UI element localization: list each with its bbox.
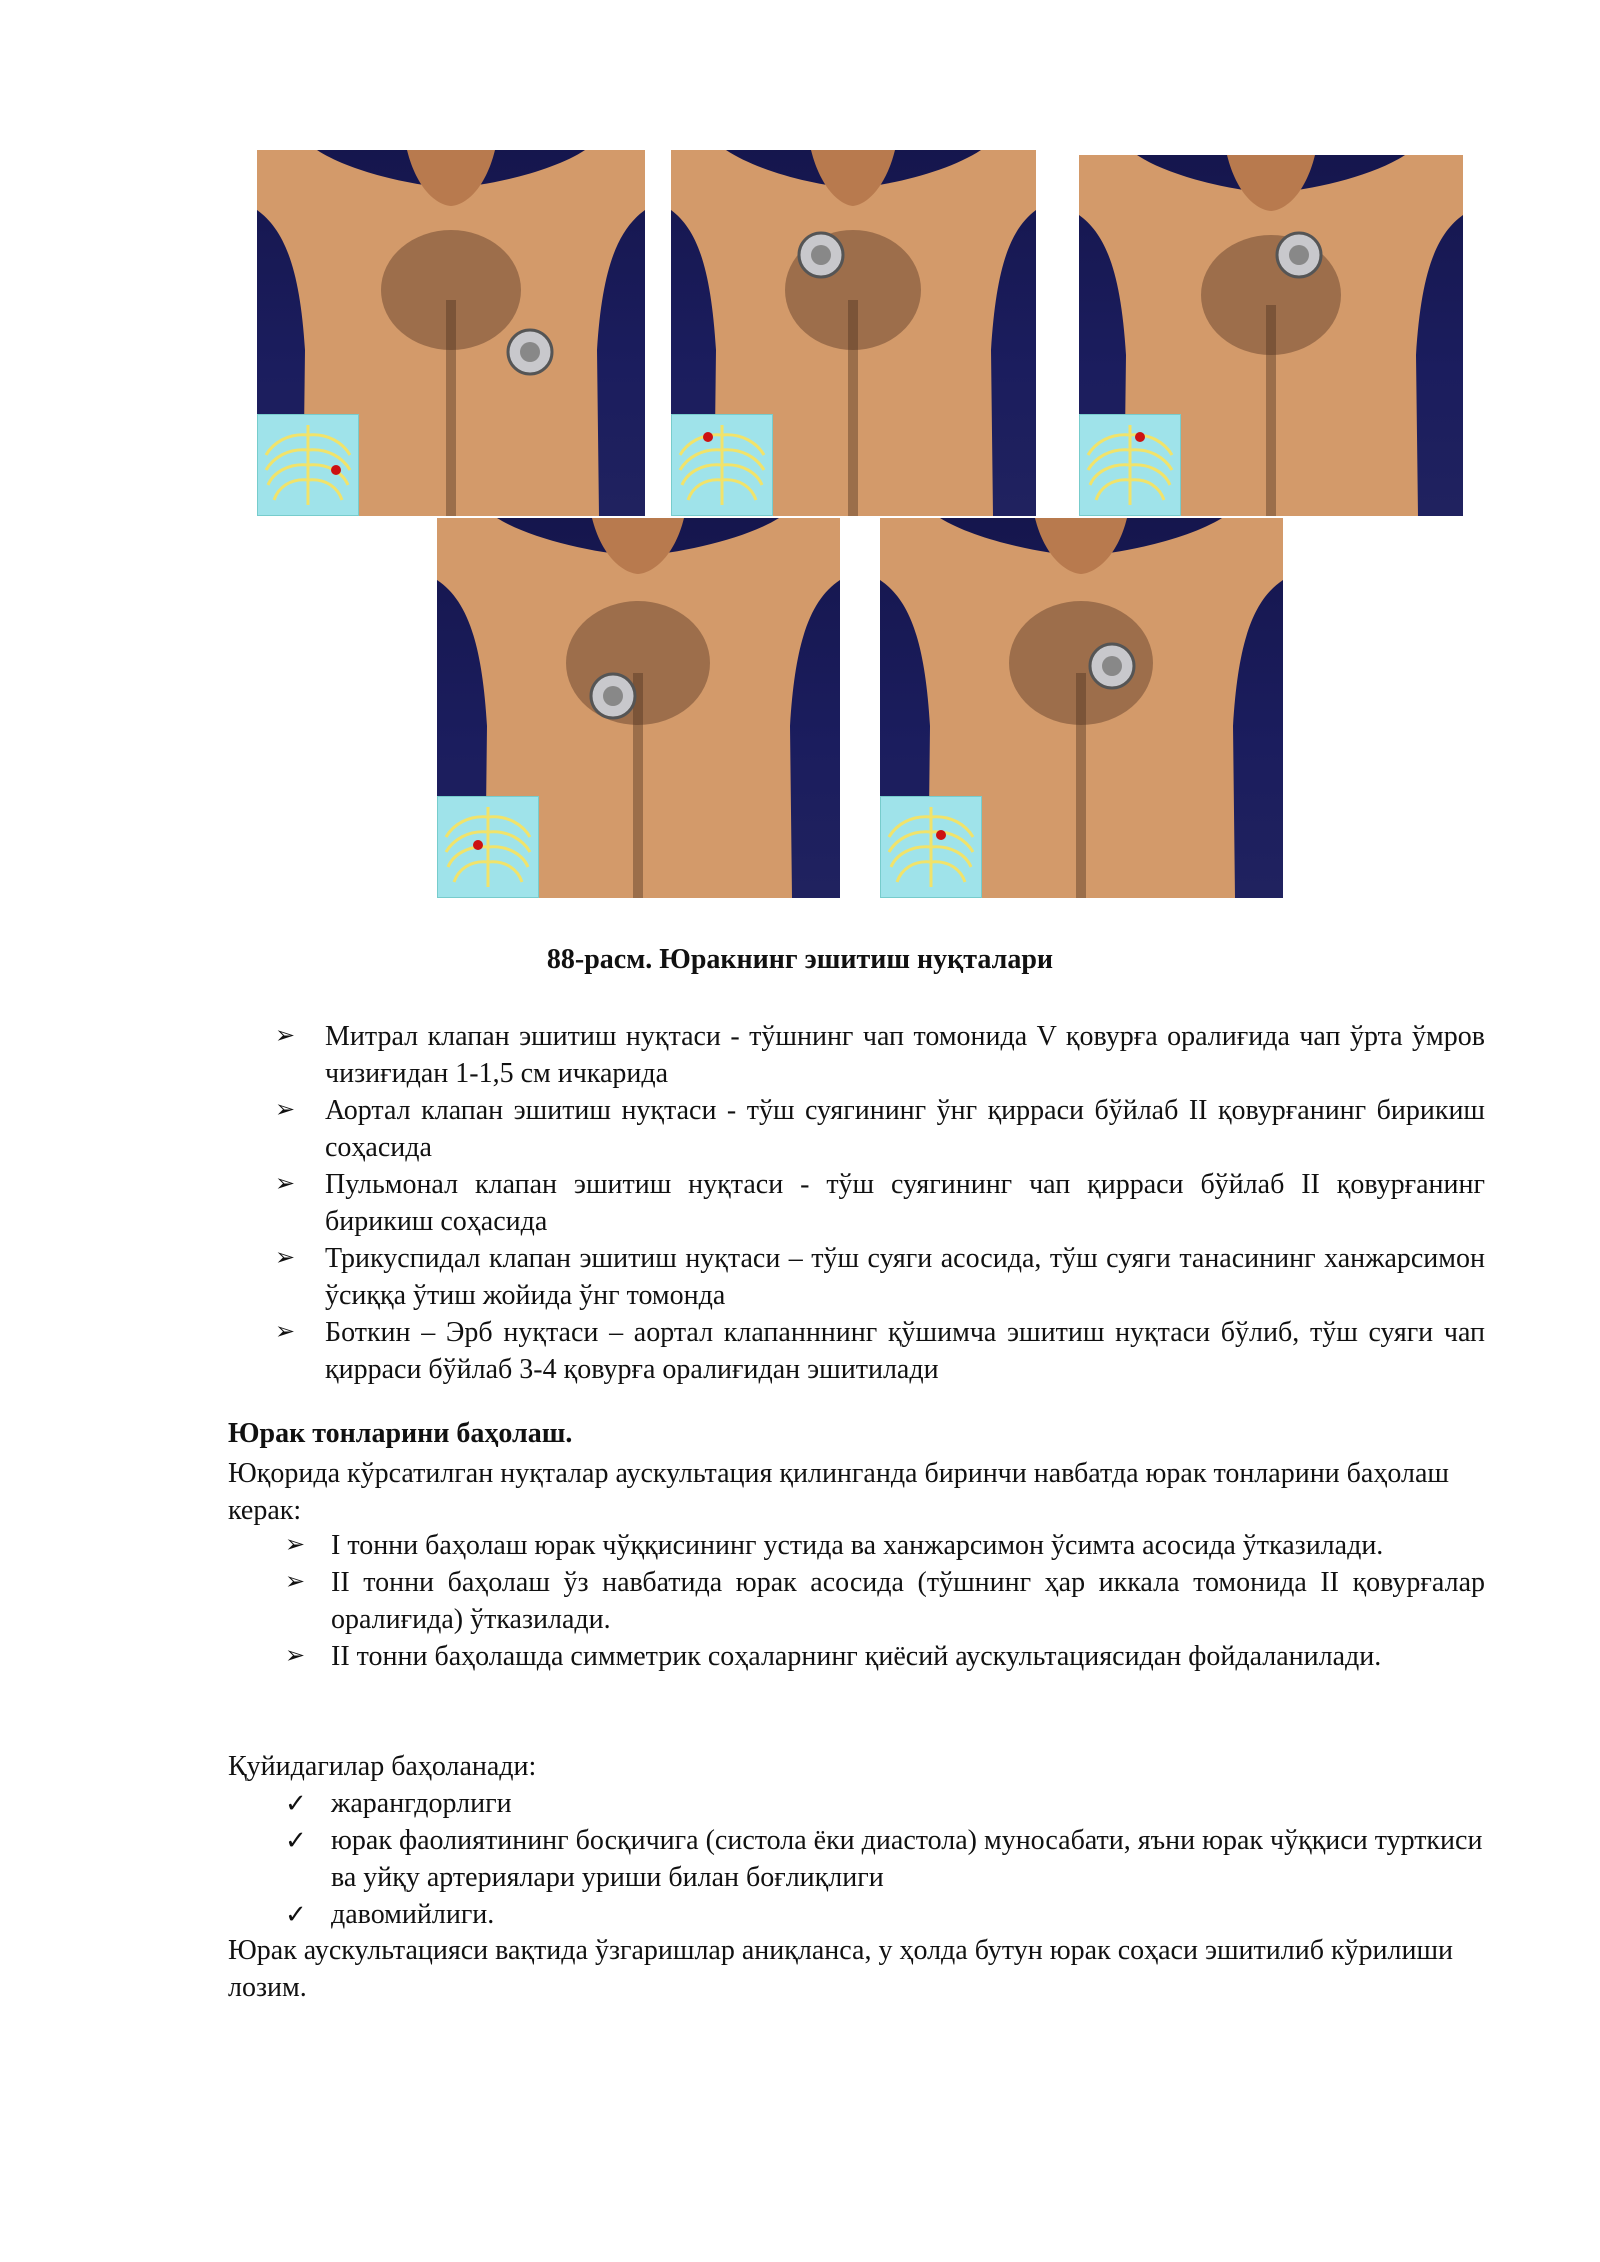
arrowhead-bullet-icon: ➢	[285, 1569, 306, 1595]
list-item	[275, 1092, 1485, 1166]
list-item	[285, 1638, 1485, 1675]
tone-evaluation-list	[285, 1527, 1485, 1675]
figure-panel-botkin-erb	[880, 518, 1283, 898]
figure-caption: 88-расм. Юракнинг эшитиш нуқталари	[546, 944, 1054, 975]
list-item-text: Аортал клапан эшитиш нуқтаси - тўш суягининг ўнг қирраси бўйлаб II қовурғанинг бирикиш соҳасида	[325, 1095, 1485, 1163]
figure-panel-mitral	[257, 150, 645, 516]
skeleton-inset	[671, 414, 773, 516]
evaluated-criteria-list	[285, 1785, 1485, 1933]
list-item	[285, 1564, 1485, 1638]
list-item	[275, 1166, 1485, 1240]
arrowhead-bullet-icon: ➢	[275, 1023, 296, 1049]
check-mark-icon: ✓	[285, 1789, 307, 1818]
figure-panel-pulmonary	[1079, 155, 1463, 516]
list-item-text: юрак фаолиятининг босқичига (систола ёки диастола) муносабати, яъни юрак чўққиси турткиси ва уйқу артериялари уриши билан боғлиқлиги	[331, 1825, 1483, 1893]
check-mark-icon: ✓	[285, 1900, 307, 1929]
arrowhead-bullet-icon: ➢	[275, 1097, 296, 1123]
list-item-text: Пульмонал клапан эшитиш нуқтаси - тўш суягининг чап қирраси бўйлаб II қовурғанинг бирикиш соҳасида	[325, 1169, 1485, 1237]
arrowhead-bullet-icon: ➢	[285, 1643, 306, 1669]
list-item	[285, 1896, 1485, 1933]
list-item-text: II тонни баҳолашда симметрик соҳаларнинг қиёсий аускультациясидан фойдаланилади.	[331, 1641, 1382, 1672]
tricuspid-point-marker	[473, 840, 483, 850]
list-item-text: Боткин – Эрб нуқтаси – аортал клапанннинг қўшимча эшитиш нуқтаси бўлиб, тўш суяги чап қирраси бўйлаб 3-4 қовурға оралиғидан эшитилади	[325, 1317, 1485, 1385]
skeleton-inset	[1079, 414, 1181, 516]
list-item	[275, 1240, 1485, 1314]
list-item-text: Митрал клапан эшитиш нуқтаси - тўшнинг чап томонида V қовурға оралиғида чап ўрта ўмров чизиғидан 1-1,5 см ичкарида	[325, 1021, 1485, 1089]
arrowhead-bullet-icon: ➢	[285, 1532, 306, 1558]
list-item-text: давомийлиги.	[331, 1899, 495, 1930]
skeleton-inset	[437, 796, 539, 898]
list-item	[285, 1822, 1485, 1896]
list-item	[275, 1018, 1485, 1092]
evaluated-label: Қуйидагилар баҳоланади:	[228, 1751, 537, 1782]
list-item-text: Трикуспидал клапан эшитиш нуқтаси – тўш суяги асосида, тўш суяги танасининг ханжарсимон ўсиққа ўтиш жойида ўнг томонда	[325, 1243, 1485, 1311]
skeleton-inset	[880, 796, 982, 898]
section-heading: Юрак тонларини баҳолаш.	[228, 1418, 573, 1449]
mitral-point-marker	[331, 465, 341, 475]
closing-paragraph: Юрак аускультацияси вақтида ўзгаришлар аниқланса, у ҳолда бутун юрак соҳаси эшитилиб кўрилиши лозим.	[228, 1935, 1454, 2003]
list-item	[285, 1785, 1485, 1822]
list-item-text: жарангдорлиги	[331, 1788, 512, 1819]
intro-paragraph: Юқорида кўрсатилган нуқталар аускультация қилинганда биринчи навбатда юрак тонларини баҳолаш керак:	[228, 1458, 1449, 1526]
arrowhead-bullet-icon: ➢	[275, 1245, 296, 1271]
check-mark-icon: ✓	[285, 1826, 307, 1855]
list-item-text: II тонни баҳолаш ўз навбатида юрак асосида (тўшнинг ҳар иккала томонида II қовурғалар оралиғида) ўтказилади.	[331, 1567, 1485, 1635]
pulmonary-point-marker	[1135, 432, 1145, 442]
arrowhead-bullet-icon: ➢	[275, 1171, 296, 1197]
skeleton-inset	[257, 414, 359, 516]
figure-panel-tricuspid	[437, 518, 840, 898]
auscultation-points-list	[275, 1018, 1485, 1388]
botkin-erb-point-marker	[936, 830, 946, 840]
list-item	[285, 1527, 1485, 1564]
aortic-point-marker	[703, 432, 713, 442]
list-item	[275, 1314, 1485, 1388]
list-item-text: I тонни баҳолаш юрак чўққисининг устида ва ханжарсимон ўсимта асосида ўтказилади.	[331, 1530, 1384, 1561]
arrowhead-bullet-icon: ➢	[275, 1319, 296, 1345]
figure-panel-aortic	[671, 150, 1036, 516]
